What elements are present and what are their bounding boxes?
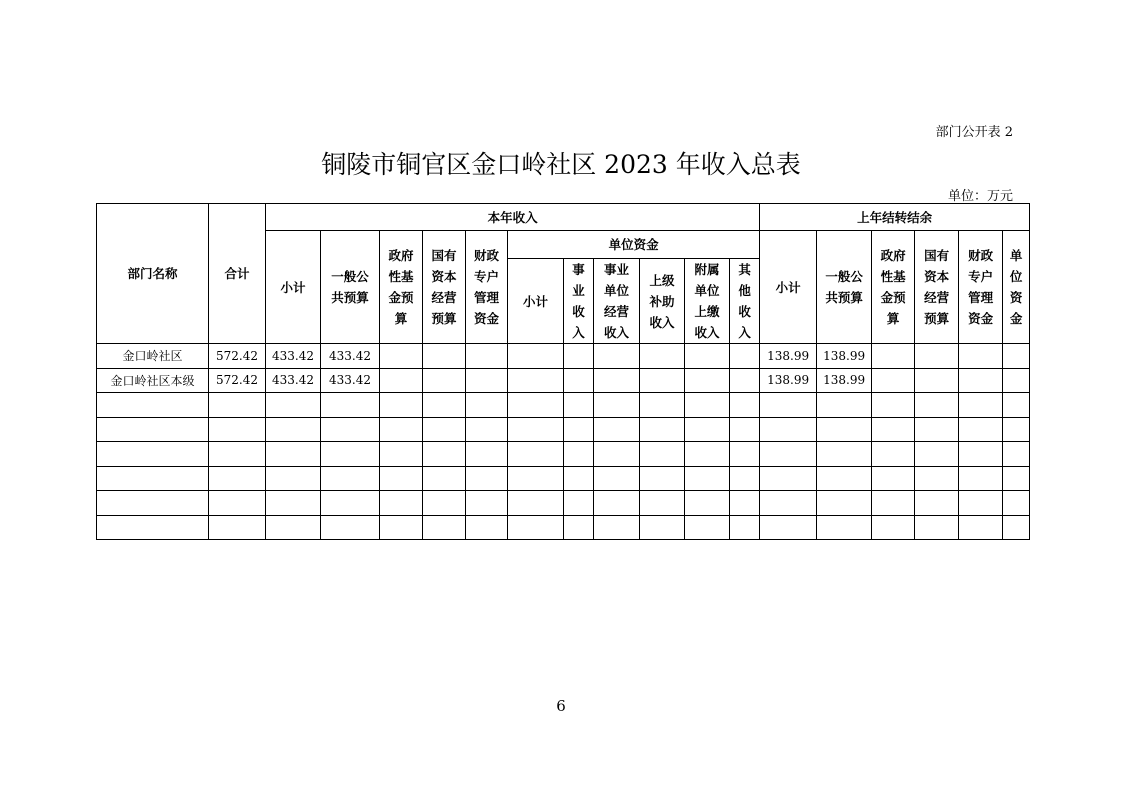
table-cell-value: [685, 393, 730, 418]
table-cell-value: [380, 368, 423, 393]
table-cell-value: [730, 368, 760, 393]
table-cell-value: [321, 491, 380, 516]
header-superior-subsidy: 上级 补助 收入: [640, 259, 685, 344]
table-cell-value: [872, 368, 915, 393]
unit-label: 单位：万元: [947, 189, 1013, 204]
table-cell-value: [266, 393, 321, 418]
table-cell-value: [959, 344, 1003, 369]
table-cell-value: 572.42: [209, 368, 266, 393]
table-cell-value: [872, 491, 915, 516]
header-unit-subtotal: 小计: [508, 259, 564, 344]
table-row: [97, 515, 1030, 540]
table-cell-dept-name: [97, 393, 209, 418]
table-cell-value: [959, 466, 1003, 491]
table-cell-value: [209, 491, 266, 516]
table-cell-value: [266, 417, 321, 442]
table-cell-value: [508, 491, 564, 516]
table-cell-value: [594, 442, 640, 467]
table-row: [97, 344, 1030, 369]
table-cell-dept-name: [97, 417, 209, 442]
table-cell-value: [423, 368, 466, 393]
table-cell-value: [640, 515, 685, 540]
table-cell-value: [915, 466, 959, 491]
table-cell-value: 138.99: [760, 344, 817, 369]
table-cell-value: [380, 491, 423, 516]
table-row: [97, 393, 1030, 418]
page-title: 铜陵市铜官区金口岭社区 2023 年收入总表: [321, 150, 801, 179]
table-cell-value: [564, 442, 594, 467]
table-cell-value: [817, 417, 872, 442]
table-cell-value: [760, 417, 817, 442]
table-cell-value: [640, 442, 685, 467]
table-cell-value: 433.42: [266, 344, 321, 369]
header-fiscal-special-funds: 财政 专户 管理 资金: [466, 231, 508, 344]
table-cell-value: [594, 393, 640, 418]
table-cell-value: 433.42: [266, 368, 321, 393]
table-row: [97, 442, 1030, 467]
header-gov-fund-budget: 政府 性基 金预 算: [380, 231, 423, 344]
header-carryover-state-capital: 国有 资本 经营 预算: [915, 231, 959, 344]
table-cell-value: [466, 344, 508, 369]
table-cell-value: [466, 466, 508, 491]
header-state-capital-budget: 国有 资本 经营 预算: [423, 231, 466, 344]
table-cell-value: [685, 442, 730, 467]
table-cell-value: [730, 344, 760, 369]
table-cell-value: [685, 344, 730, 369]
table-cell-dept-name: [97, 442, 209, 467]
table-cell-value: [508, 417, 564, 442]
table-cell-value: [915, 368, 959, 393]
table-cell-value: [760, 393, 817, 418]
table-cell-value: [380, 417, 423, 442]
table-cell-value: [209, 393, 266, 418]
table-cell-value: [817, 515, 872, 540]
table-cell-value: [959, 515, 1003, 540]
table-cell-value: 433.42: [321, 344, 380, 369]
table-cell-value: [685, 368, 730, 393]
table-cell-value: [564, 417, 594, 442]
table-cell-value: [915, 442, 959, 467]
header-carryover-general-budget: 一般公 共预算: [817, 231, 872, 344]
table-cell-value: [730, 491, 760, 516]
table-cell-value: [730, 466, 760, 491]
header-total: 合计: [209, 204, 266, 344]
table-cell-value: 433.42: [321, 368, 380, 393]
header-current-year-income: 本年收入: [266, 204, 760, 231]
table-cell-value: 138.99: [817, 344, 872, 369]
table-cell-value: [730, 515, 760, 540]
table-cell-value: [594, 491, 640, 516]
table-cell-value: [872, 515, 915, 540]
table-cell-value: [380, 442, 423, 467]
header-general-budget: 一般公 共预算: [321, 231, 380, 344]
header-dept-name: 部门名称: [97, 204, 209, 344]
table-cell-value: [872, 344, 915, 369]
table-cell-value: [760, 491, 817, 516]
table-cell-value: [508, 393, 564, 418]
table-cell-value: [594, 417, 640, 442]
table-cell-value: [872, 442, 915, 467]
table-cell-value: [466, 393, 508, 418]
table-cell-value: [915, 417, 959, 442]
table-cell-value: [564, 344, 594, 369]
table-cell-value: [321, 393, 380, 418]
table-cell-value: [915, 491, 959, 516]
table-cell-value: [915, 344, 959, 369]
header-carryover: 上年结转结余: [760, 204, 1030, 231]
header-business-unit-income: 事业 单位 经营 收入: [594, 259, 640, 344]
table-cell-value: [466, 515, 508, 540]
header-carryover-gov-fund: 政府 性基 金预 算: [872, 231, 915, 344]
table-cell-dept-name: 金口岭社区本级: [97, 368, 209, 393]
table-cell-value: [508, 466, 564, 491]
header-unit-funds: 单位资金: [508, 231, 760, 259]
table-row: [97, 466, 1030, 491]
table-cell-value: [817, 393, 872, 418]
table-cell-value: [564, 393, 594, 418]
table-cell-value: [1003, 442, 1030, 467]
table-cell-value: [959, 393, 1003, 418]
table-cell-value: [508, 442, 564, 467]
table-cell-value: [321, 417, 380, 442]
table-cell-value: [466, 368, 508, 393]
table-cell-value: [817, 491, 872, 516]
table-cell-value: [423, 515, 466, 540]
table-cell-value: [321, 515, 380, 540]
table-cell-value: [730, 417, 760, 442]
table-cell-value: [817, 442, 872, 467]
table-cell-value: [266, 442, 321, 467]
table-row: [97, 417, 1030, 442]
table-cell-value: [730, 442, 760, 467]
table-cell-value: [959, 417, 1003, 442]
table-row: [97, 368, 1030, 393]
table-cell-value: [1003, 393, 1030, 418]
table-cell-value: [266, 515, 321, 540]
table-cell-value: [594, 515, 640, 540]
header-business-income: 事 业 收 入: [564, 259, 594, 344]
table-cell-value: [872, 417, 915, 442]
table-cell-value: 572.42: [209, 344, 266, 369]
table-cell-value: [564, 515, 594, 540]
table-cell-value: [685, 466, 730, 491]
table-cell-value: [640, 466, 685, 491]
table-cell-value: [872, 393, 915, 418]
header-other-income: 其 他 收 入: [730, 259, 760, 344]
table-cell-value: [423, 491, 466, 516]
table-cell-value: [564, 466, 594, 491]
table-cell-value: [760, 466, 817, 491]
header-subtotal: 小计: [266, 231, 321, 344]
table-cell-value: [508, 344, 564, 369]
table-cell-value: [209, 466, 266, 491]
table-cell-value: [380, 344, 423, 369]
table-cell-value: [564, 368, 594, 393]
table-cell-value: [423, 466, 466, 491]
table-cell-value: [508, 368, 564, 393]
table-cell-value: [640, 491, 685, 516]
table-cell-value: [685, 417, 730, 442]
table-cell-value: [380, 393, 423, 418]
table-cell-value: [640, 368, 685, 393]
table-cell-dept-name: [97, 491, 209, 516]
table-cell-value: [423, 393, 466, 418]
table-cell-value: [380, 466, 423, 491]
table-cell-value: [760, 515, 817, 540]
table-cell-value: [423, 344, 466, 369]
table-cell-value: [640, 344, 685, 369]
table-cell-value: [1003, 368, 1030, 393]
header-carryover-unit-funds: 单 位 资 金: [1003, 231, 1030, 344]
table-cell-value: [564, 491, 594, 516]
table-cell-value: [959, 491, 1003, 516]
table-row: [97, 491, 1030, 516]
table-cell-value: [760, 442, 817, 467]
table-cell-value: [959, 368, 1003, 393]
table-cell-value: [466, 442, 508, 467]
table-cell-value: [321, 466, 380, 491]
table-cell-value: [959, 442, 1003, 467]
table-cell-value: [209, 417, 266, 442]
table-cell-value: [321, 442, 380, 467]
table-cell-value: [915, 393, 959, 418]
table-cell-value: [209, 515, 266, 540]
table-cell-value: 138.99: [817, 368, 872, 393]
table-cell-value: [594, 368, 640, 393]
table-cell-dept-name: [97, 515, 209, 540]
table-cell-value: [209, 442, 266, 467]
table-cell-value: [640, 417, 685, 442]
table-cell-value: [1003, 515, 1030, 540]
table-cell-value: [1003, 344, 1030, 369]
table-number-label: 部门公开表 2: [935, 125, 1013, 140]
header-carryover-fiscal-special: 财政 专户 管理 资金: [959, 231, 1003, 344]
table-cell-value: [817, 466, 872, 491]
table-cell-value: [872, 466, 915, 491]
page-number: 6: [556, 697, 566, 715]
table-cell-value: [594, 466, 640, 491]
table-cell-value: [266, 491, 321, 516]
table-cell-value: [466, 417, 508, 442]
table-cell-value: [466, 491, 508, 516]
table-cell-value: [685, 515, 730, 540]
header-affiliated-remit: 附属 单位 上缴 收入: [685, 259, 730, 344]
table-cell-value: [266, 466, 321, 491]
table-body: [97, 344, 1030, 540]
table-cell-value: [594, 344, 640, 369]
table-cell-value: [915, 515, 959, 540]
table-cell-value: [730, 393, 760, 418]
header-carryover-subtotal: 小计: [760, 231, 817, 344]
table-cell-value: [1003, 417, 1030, 442]
table-cell-value: [423, 442, 466, 467]
table-cell-dept-name: 金口岭社区: [97, 344, 209, 369]
table-cell-value: [380, 515, 423, 540]
table-cell-value: [423, 417, 466, 442]
table-cell-value: [685, 491, 730, 516]
table-cell-value: [508, 515, 564, 540]
table-cell-value: 138.99: [760, 368, 817, 393]
table-cell-dept-name: [97, 466, 209, 491]
income-summary-table: [96, 203, 1030, 540]
table-cell-value: [1003, 491, 1030, 516]
table-cell-value: [640, 393, 685, 418]
table-cell-value: [1003, 466, 1030, 491]
